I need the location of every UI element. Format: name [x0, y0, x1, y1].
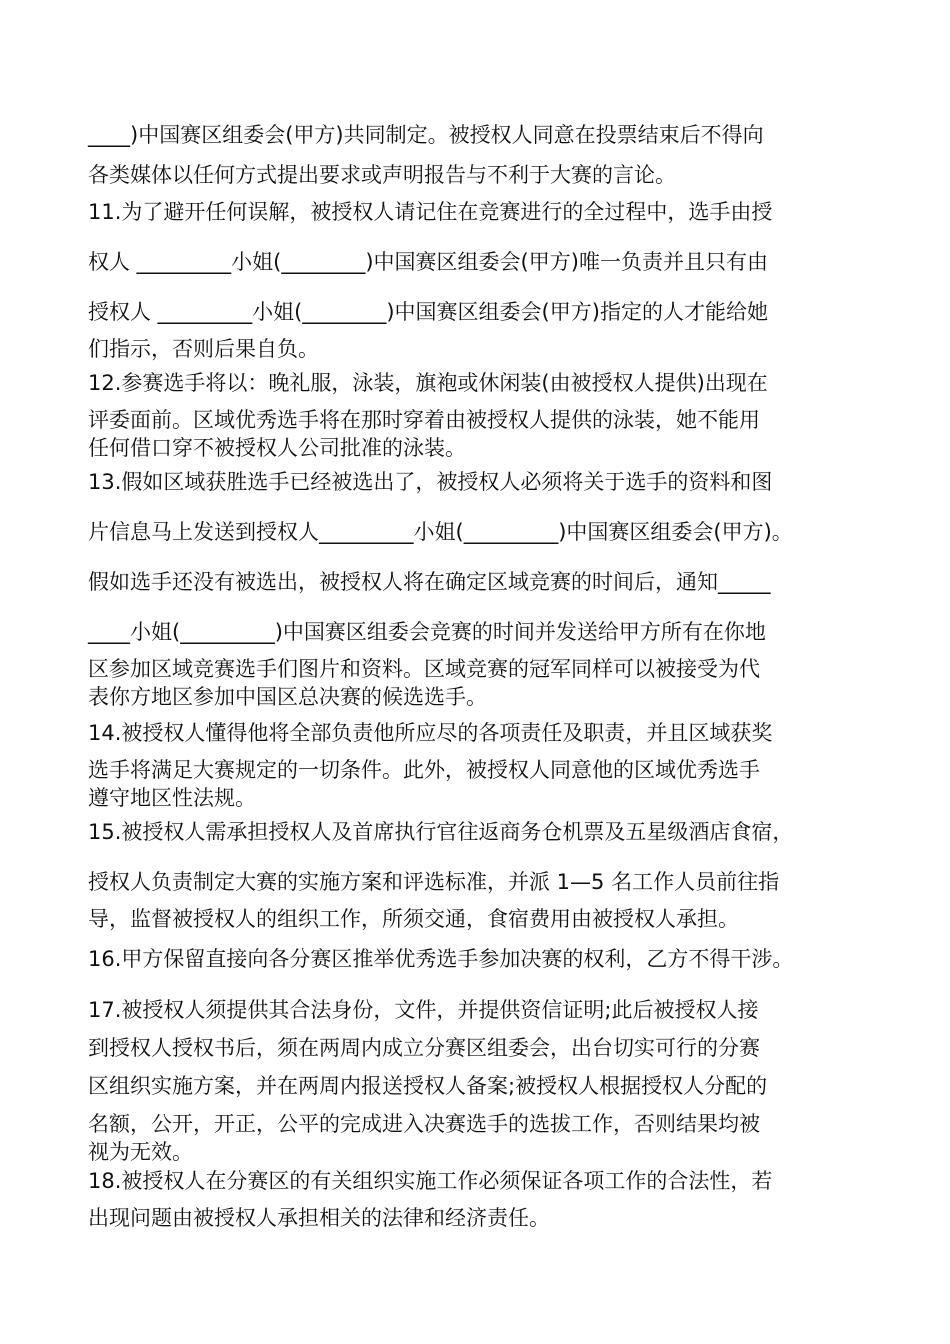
clause-15	[88, 818, 878, 933]
text-line: 视为无效。	[88, 1140, 193, 1164]
text-line: 授权人 _________小姐(________)中国赛区组委会(甲方)指定的人才能给她	[88, 300, 768, 324]
text-line: 15.被授权人需承担授权人及首席执行官往返商务仓机票及五星级酒店食宿，	[88, 820, 794, 844]
clause-16	[88, 945, 878, 973]
text-line: 遵守地区性法规。	[88, 786, 256, 810]
text-line: 导，监督被授权人的组织工作，所须交通，食宿费用由被授权人承担。	[88, 907, 739, 931]
text-line: ____)中国赛区组委会(甲方)共同制定。被授权人同意在投票结束后不得向	[88, 123, 764, 147]
text-line: 14.被授权人懂得他将全部负责他所应尽的各项责任及职责，并且区域获奖	[88, 721, 773, 745]
clause-12	[88, 369, 878, 462]
text-line: 区组织实施方案，并在两周内报送授权人备案;被授权人根据授权人分配的	[88, 1074, 768, 1098]
text-line: ____小姐(_________)中国赛区组委会竞赛的时间并发送给甲方所有在你地	[88, 620, 766, 644]
text-line: 出现问题由被授权人承担相关的法律和经济责任。	[88, 1206, 550, 1230]
clause-18	[88, 1167, 878, 1232]
clause-10-continuation	[88, 121, 878, 189]
text-line: 权人 _________小姐(________)中国赛区组委会(甲方)唯一负责并且只有由	[88, 250, 768, 274]
text-line: 授权人负责制定大赛的实施方案和评选标准，并派 1—5 名工作人员前往指	[88, 870, 780, 894]
text-line: 区参加区域竞赛选手们图片和资料。区域竞赛的冠军同样可以被接受为代	[88, 657, 760, 681]
text-line: 表你方地区参加中国区总决赛的候选选手。	[88, 685, 487, 709]
text-line: 12.参赛选手将以：晚礼服，泳装，旗袍或休闲装(由被授权人提供)出现在	[88, 371, 768, 395]
text-line: 名额，公开，开正，公平的完成进入决赛选手的选拔工作，否则结果均被	[88, 1112, 760, 1136]
text-line: 们指示，否则后果自负。	[88, 337, 319, 361]
text-line: 任何借口穿不被授权人公司批准的泳装。	[88, 436, 466, 460]
text-line: 13.假如区域获胜选手已经被选出了，被授权人必须将关于选手的资料和图	[88, 470, 773, 494]
text-line: 各类媒体以任何方式提出要求或声明报告与不利于大赛的言论。	[88, 163, 676, 187]
text-line: 评委面前。区域优秀选手将在那时穿着由被授权人提供的泳装，她不能用	[88, 408, 760, 432]
text-line: 片信息马上发送到授权人_________小姐(_________)中国赛区组委会(甲方)。	[88, 520, 793, 544]
clause-17	[88, 996, 878, 1166]
text-line: 17.被授权人须提供其合法身份，文件，并提供资信证明;此后被授权人接	[88, 998, 759, 1022]
clause-13	[88, 468, 878, 711]
text-line: 选手将满足大赛规定的一切条件。此外，被授权人同意他的区域优秀选手	[88, 758, 760, 782]
clause-14	[88, 719, 878, 812]
text-line: 18.被授权人在分赛区的有关组织实施工作必须保证各项工作的合法性，若	[88, 1169, 773, 1193]
text-line: 11.为了避开任何误解，被授权人请记住在竞赛进行的全过程中，选手由授	[88, 200, 773, 224]
text-line: 假如选手还没有被选出，被授权人将在确定区域竞赛的时间后，通知_____	[88, 570, 771, 594]
clause-11	[88, 198, 878, 363]
text-line: 16.甲方保留直接向各分赛区推举优秀选手参加决赛的权利，乙方不得干涉。	[88, 947, 794, 971]
text-line: 到授权人授权书后，须在两周内成立分赛区组委会，出台切实可行的分赛	[88, 1036, 760, 1060]
